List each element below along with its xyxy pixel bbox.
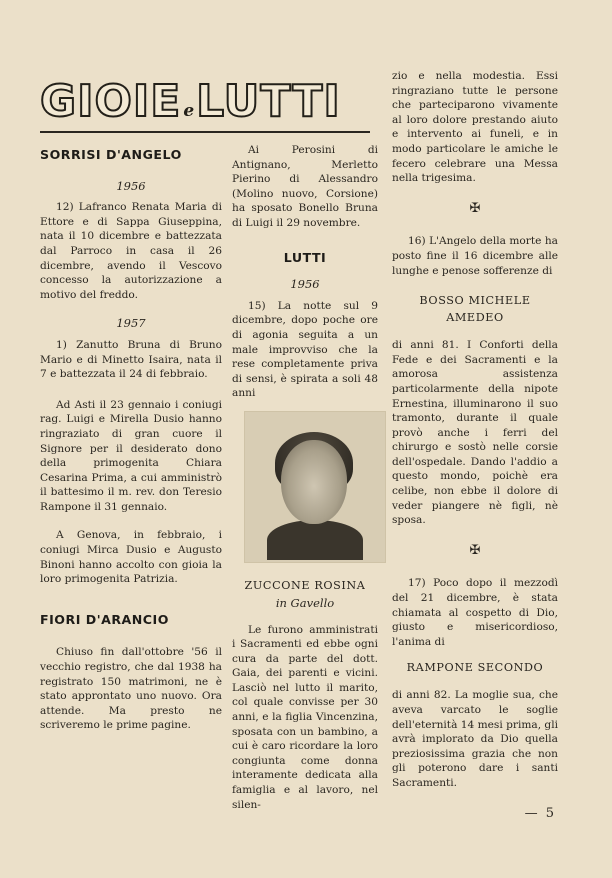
deceased-place: in Gavello [275, 595, 335, 610]
entry-paragraph: 17) Poco dopo il mezzodì del 21 dicembre, è stata chiamata al cospetto di Dio, giusto e misericordioso, l'anima di [392, 577, 558, 648]
column-left [40, 148, 222, 742]
entry-paragraph: Chiuso fin dall'ottobre '56 il vecchio registro, che dal 1938 ha registrato 150 matrimoni, ne è stato approntato uno nuovo. Ora attende. Ma presto ne scriveremo le prime pagine. [40, 646, 222, 732]
cross-icon: ✠ [469, 542, 481, 558]
entry-paragraph: 1) Zanutto Bruna di Bruno Mario e di Minetto Isaira, nata il 7 e battezzata il 24 di febbraio. [40, 338, 222, 381]
year-label: 1957 [116, 316, 146, 331]
section-heading-lutti: LUTTI [283, 249, 327, 265]
column-middle [232, 143, 378, 821]
masthead [40, 76, 341, 127]
entry-paragraph: Ad Asti il 23 gennaio i coniugi rag. Luigi e Mirella Dusio hanno ringraziato di gran cuore il Signore per il desiderato dono della primogenita Chiara Cesarina Prima, a cui amministrò il battesimo il m. rev. don Teresio Rampone il 31 gennaio. [40, 398, 222, 513]
masthead-lutti: LUTTI [196, 76, 341, 127]
column-right [392, 69, 558, 800]
entry-paragraph: 16) L'Angelo della morte ha posto fine il 16 dicembre alle lunghe e penose sofferenze di [392, 235, 558, 277]
section-heading-fiori: FIORI D'ARANCIO [40, 611, 169, 627]
portrait-face [281, 440, 347, 524]
entry-paragraph: di anni 81. I Conforti della Fede e dei Sacramenti e la amorosa assistenza particolarmente della nipote Ernestina, illuminarono il suo tramonto, durante il quale provò anche i ferri del chirurgo e sostò nelle corsie dell'ospedale. Dando l'addio a questo mondo, poichè era celibe, non ebbe il dolore di veder piangere nè figli, nè sposa. [392, 339, 558, 527]
entry-paragraph: A Genova, in febbraio, i coniugi Mirca Dusio e Augusto Binoni hanno accolto con gioia la loro primogenita Patrizia. [40, 529, 222, 586]
year-label: 1956 [290, 277, 320, 292]
deceased-name: BOSSO MICHELE [419, 294, 531, 308]
deceased-name: AMEDEO [446, 311, 504, 325]
portrait-photo [244, 411, 386, 563]
page-number: — 5 [524, 806, 556, 821]
year-label: 1956 [116, 178, 146, 193]
entry-paragraph: Le furono amministrati i Sacramenti ed ebbe ogni cura da parte del dott. Gaia, dei parenti e vicini. Lasciò nel lutto il marito, col quale convisse per 30 anni, e la figlia Vincenzina, sposata con un bambino, a cui è caro ricordare la loro congiunta come donna interamente dedicata alla famiglia e al lavoro, nel silen- [232, 623, 378, 811]
masthead-joiner: e [183, 101, 195, 121]
deceased-name: ZUCCONE ROSINA [244, 578, 366, 592]
entry-paragraph: 12) Lafranco Renata Maria di Ettore e di Sappa Giuseppina, nata il 10 dicembre e battezzata dal Parroco in casa il 26 dicembre, avendo il Vescovo concesso la autorizzazione a motivo del freddo. [40, 201, 222, 301]
entry-paragraph: zio e nella modestia. Essi ringraziano tutte le persone che parteciparono vivamente al loro dolore prestando aiuto e intervento ai funeli, e in modo particolare le amiche le fecero celebrare una Messa nella trigesima. [392, 70, 558, 185]
entry-paragraph: di anni 82. La moglie sua, che aveva varcato le soglie dell'eternità 14 mesi prima, gli avrà implorato da Dio quella preziosissima grazia che non gli poterono dare i santi Sacramenti. [392, 689, 558, 789]
entry-paragraph: Ai Perosini di Antignano, Merletto Pierino di Alessandro (Molino nuovo, Corsione) ha sposato Bonello Bruna di Luigi il 29 novembre. [232, 144, 378, 229]
section-heading-sorrisi: SORRISI D'ANGELO [40, 147, 182, 162]
cross-icon: ✠ [469, 200, 481, 216]
entry-paragraph: 15) La notte sul 9 dicembre, dopo poche ore di agonia seguita a un male improvviso che la rese completamente priva di sensi, è spirata a soli 48 anni [232, 299, 378, 400]
portrait-shoulders [267, 520, 363, 560]
masthead-gioie: GIOIE [40, 76, 182, 127]
masthead-rule [40, 131, 370, 133]
deceased-name: RAMPONE SECONDO [406, 661, 544, 675]
